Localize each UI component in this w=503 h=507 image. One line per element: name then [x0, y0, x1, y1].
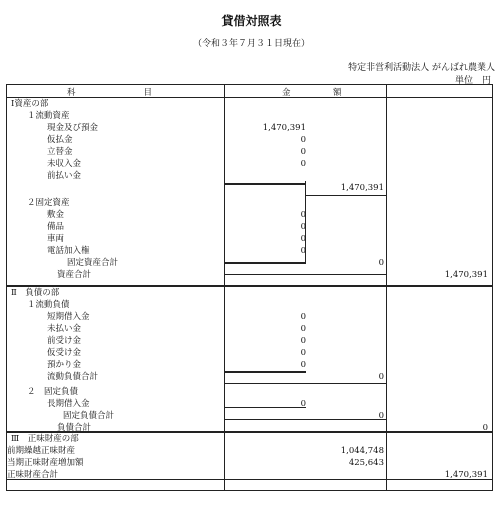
subtotal-rule	[224, 383, 386, 384]
row-label: 敷金	[47, 210, 65, 220]
row-label: 当期正味財産増加額	[7, 458, 84, 468]
amount-c1: 0	[300, 210, 306, 220]
row-label: 資産合計	[57, 270, 92, 280]
table-row	[7, 122, 492, 134]
table-row	[7, 371, 492, 383]
row-label: 正味財産合計	[7, 470, 59, 480]
row-label: 車両	[47, 234, 65, 244]
table-row	[7, 269, 492, 281]
table-row	[7, 299, 492, 311]
table-row	[7, 110, 492, 122]
amount-c1: 1,470,391	[262, 123, 306, 133]
amount-c2: 0	[378, 372, 384, 382]
row-label: 現金及び預金	[47, 123, 99, 133]
balance-sheet-table	[6, 84, 493, 491]
table-row	[7, 323, 492, 335]
row-label: 仮払金	[47, 135, 73, 145]
table-row	[7, 469, 492, 481]
row-label: 未払い金	[47, 324, 82, 334]
row-label: 固定資産合計	[67, 258, 119, 268]
column-header-item: 科 目	[67, 88, 153, 98]
table-row	[7, 209, 492, 221]
row-label: 仮受け金	[47, 348, 82, 358]
table-row	[7, 233, 492, 245]
row-label: １流動負債	[27, 300, 70, 310]
amount-c1: 0	[300, 234, 306, 244]
amount-c1: 0	[300, 360, 306, 370]
table-row	[7, 245, 492, 257]
table-row	[7, 158, 492, 170]
row-label: ２固定資産	[27, 198, 70, 208]
amount-c1: 0	[300, 399, 306, 409]
amount-c1: 0	[300, 147, 306, 157]
row-label: 前期繰越正味財産	[7, 446, 76, 456]
table-row	[7, 386, 492, 398]
table-row	[7, 98, 492, 110]
table-row	[7, 287, 492, 299]
row-label: 未収入金	[47, 159, 82, 169]
row-label: 長期借入金	[47, 399, 90, 409]
amount-c1: 0	[300, 246, 306, 256]
amount-c1: 0	[300, 336, 306, 346]
subtotal-rule	[306, 195, 386, 196]
row-label: Ⅱ 負債の部	[11, 288, 60, 298]
table-row	[7, 347, 492, 359]
table-row	[7, 457, 492, 469]
amount-c1: 0	[300, 324, 306, 334]
row-label: ２ 固定負債	[27, 387, 79, 397]
table-row	[7, 335, 492, 347]
table-row	[7, 433, 492, 445]
amount-c3: 1,470,391	[444, 270, 488, 280]
amount-c1: 0	[300, 312, 306, 322]
table-row	[7, 146, 492, 158]
table-row	[7, 445, 492, 457]
row-label: Ⅰ資産の部	[11, 99, 49, 109]
amount-c2: 1,044,748	[340, 446, 384, 456]
table-row	[7, 410, 492, 422]
amount-c1: 0	[300, 348, 306, 358]
row-label: 前受け金	[47, 336, 82, 346]
amount-c2: 1,470,391	[340, 183, 384, 193]
currency-unit: 単位 円	[454, 76, 491, 86]
row-label: 備品	[47, 222, 65, 232]
row-label: 預かり金	[47, 360, 82, 370]
report-date: （令和３年７月３１日現在）	[192, 39, 310, 49]
amount-c1: 0	[300, 159, 306, 169]
table-row	[7, 257, 492, 269]
organization-name: 特定非営利活動法人 がんばれ農業人	[348, 63, 495, 73]
amount-c1: 0	[300, 222, 306, 232]
amount-c3: 1,470,391	[444, 470, 488, 480]
row-label: 流動負債合計	[47, 372, 99, 382]
table-row	[7, 221, 492, 233]
row-label: 短期借入金	[47, 312, 90, 322]
row-label: Ⅲ 正味財産の部	[11, 434, 79, 444]
row-label: 負債合計	[57, 423, 92, 433]
row-label: 前払い金	[47, 171, 82, 181]
table-row	[7, 170, 492, 182]
row-label: 電話加入権	[47, 246, 90, 256]
table-row	[7, 311, 492, 323]
table-row	[7, 398, 492, 410]
page-title: 貸借対照表	[221, 14, 282, 28]
amount-c2: 425,643	[348, 458, 384, 468]
amount-c2: 0	[378, 411, 384, 421]
table-row	[7, 359, 492, 371]
row-label: 固定負債合計	[63, 411, 115, 421]
amount-c1: 0	[300, 135, 306, 145]
amount-c3: 0	[482, 423, 488, 433]
amount-c2: 0	[378, 258, 384, 268]
table-row	[7, 134, 492, 146]
row-label: １流動資産	[27, 111, 70, 121]
table-row	[7, 182, 492, 194]
column-header-amount: 金 額	[282, 88, 342, 98]
table-row	[7, 197, 492, 209]
row-label: 立替金	[47, 147, 73, 157]
